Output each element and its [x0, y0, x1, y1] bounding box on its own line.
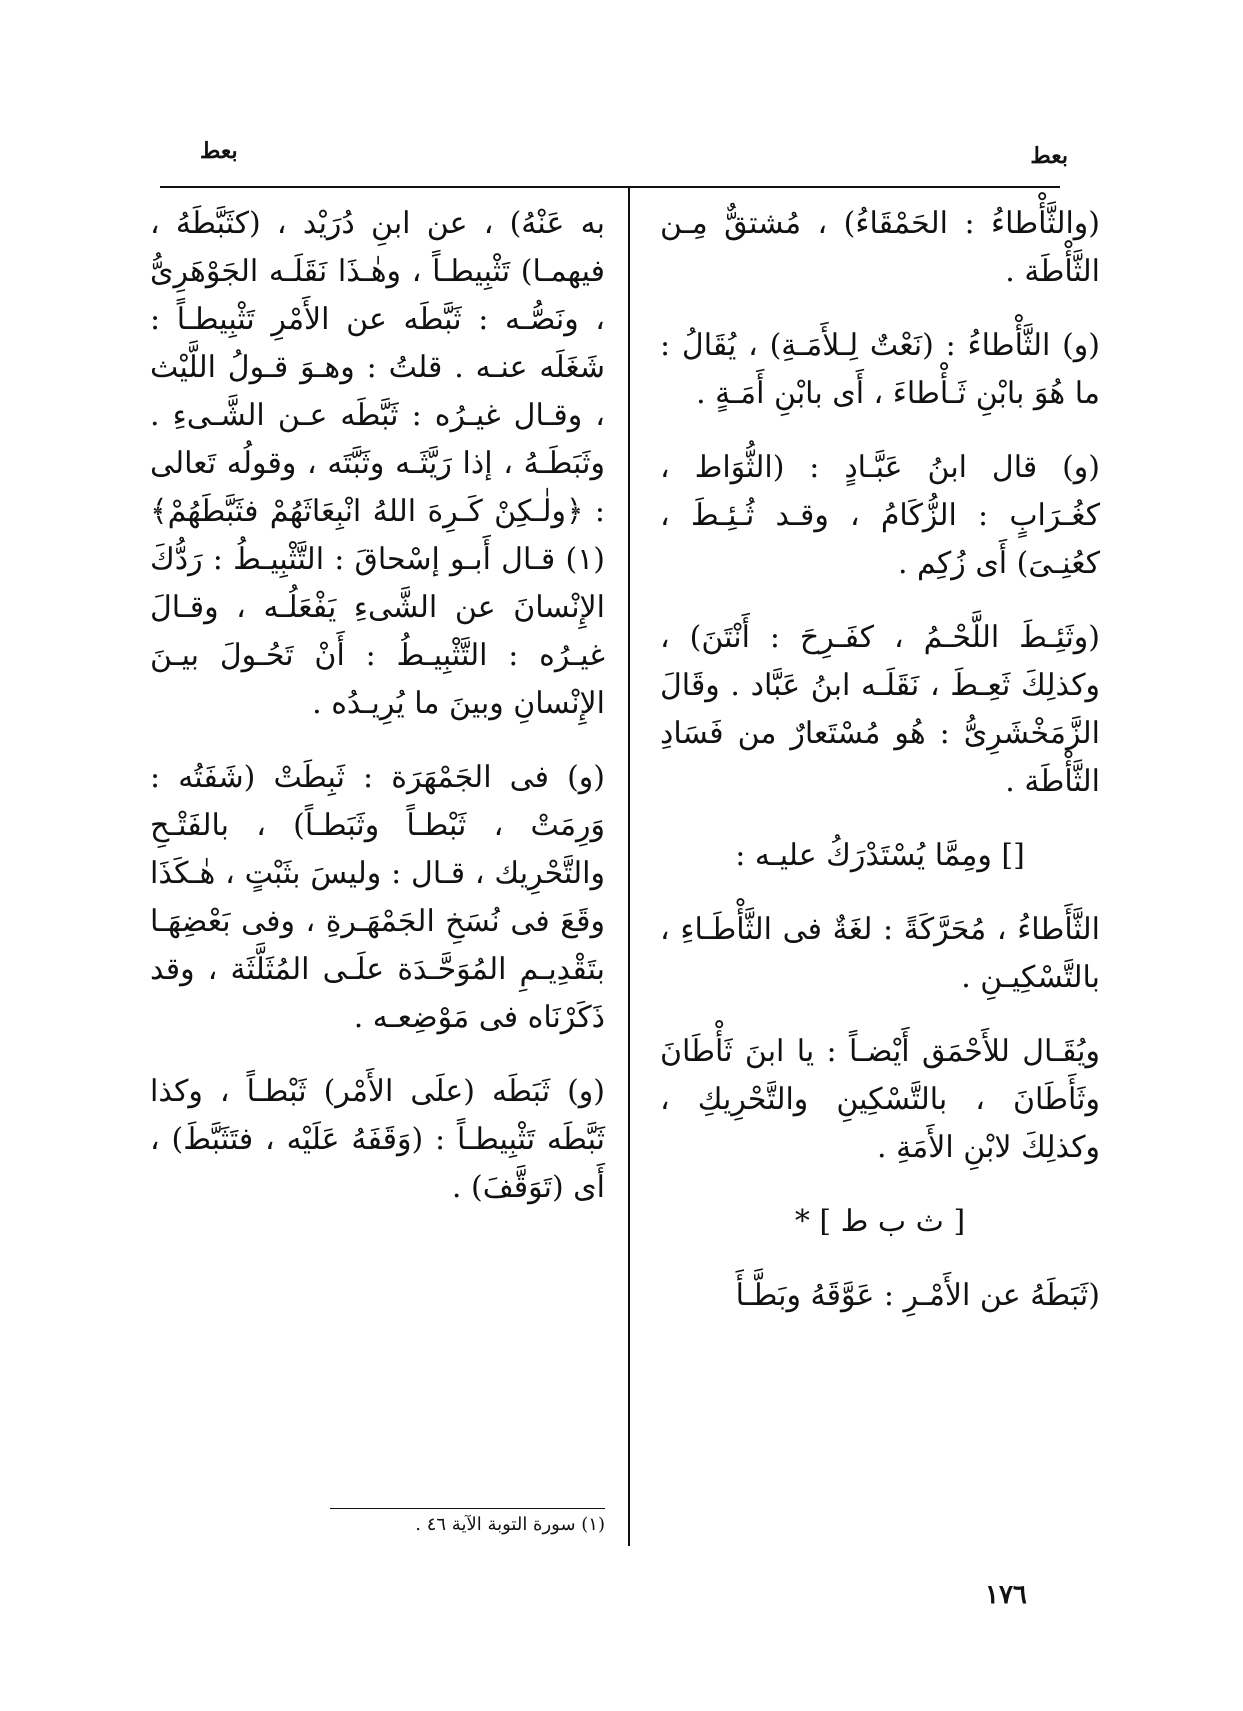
entry-paragraph: (وثَئِـطَ اللَّحْـمُ ، كفَـرِحَ : أَنْتَنَ) ، وكذلِكَ ثَعِـطَ ، نَقَلَـه ابنُ عَبَّاد . وقَالَ الزَّمَخْشَرِىُّ : هُو مُسْتَعارٌ من فَسَادِ الثَّأْطَة .	[660, 620, 1100, 799]
column-divider	[628, 188, 630, 1546]
left-column	[150, 200, 605, 1238]
footnote: (١) سورة التوبة الآية ٤٦ .	[415, 1514, 605, 1535]
entry-paragraph: (و) الثَّأْطاءُ : (نَعْتٌ لِـلأَمَـةِ) ، يُقَالُ : ما هُوَ بابْنِ ثَـأْطاءَ ، أَى بابْنِ أَمَـةٍ .	[660, 328, 1100, 411]
entry-paragraph: ويُقَـال للأَحْمَق أَيْضـاً : يا ابنَ ثَأْطَانَ وثَأَطَانَ ، بالتَّسْكِينِ والتَّحْرِيكِ ، وكذلِكَ لابْنِ الأَمَةِ .	[660, 1034, 1100, 1165]
root-heading: [ ث ب ط ] *	[794, 1204, 966, 1239]
entry-paragraph: الثَّأَطاءُ ، مُحَرَّكَةً : لغَةٌ فى الثَّأْطَـاءِ ، بالتَّسْكِيـنِ .	[660, 912, 1100, 995]
entry-paragraph: (و) قال ابنُ عَبَّـادٍ : (الثُّوَاط ، كغُـرَابٍ : الزُّكَامُ ، وقـد ثُـئِـطَ ، كعُنِـىَ) أَى زُكِم .	[660, 450, 1100, 581]
entry-paragraph: به عَنْهُ) ، عن ابنِ دُرَيْد ، (كثَبَّطَهُ ، فيهمـا) تَثْبِيطـاً ، وهٰـذَا نَقَلَـه الجَوْهَرِىُّ ، ونَصُّـه : ثَبَّطَه عن الأَمْرِ تَثْبِيطـاً : شَغَلَه عنـه . قلتُ : وهـوَ قـولُ اللَّيْث ، وقـال غيـرُه : ثَبَّطَه عـن الشَّـىءِ . وثَبَطَـهُ ، إذا رَيَّثَـه وثَبَّتَه ، وقولُه تَعالى : ﴿ولٰـكِنْ كَـرِهَ اللهُ انْبِعَاثَهُمْ فثَبَّطَهُمْ﴾ (١) قـال أَبـو إسْحاقَ : التَّثْبِيـطُ : رَدُّكَ الإِنْسانَ عن الشَّىءِ يَفْعَلُـه ، وقـالَ غيـرُه : التَّثْبِيـطُ : أَنْ تَحُـولَ بيـنَ الإِنْسانِ وبينَ ما يُرِيـدُه .	[150, 206, 605, 721]
right-column	[660, 200, 1100, 1346]
footnote-rule	[330, 1508, 605, 1509]
running-header-right: بعط	[1030, 143, 1068, 169]
addenda-heading: [] ومِمَّا يُسْتَدْرَكُ عليـه :	[735, 838, 1025, 873]
entry-paragraph: (والثَّأْطاءُ : الحَمْقَاءُ) ، مُشتقٌّ مِـن الثَّأْطَة .	[660, 206, 1100, 289]
header-rule	[160, 186, 1060, 188]
entry-paragraph: (ثَبَطَهُ عن الأَمْـرِ : عَوَّقَهُ وبَطَّـأَ	[735, 1278, 1100, 1313]
entry-paragraph: (و) فى الجَمْهَرَة : ثَبِطَتْ (شَفَتُه : وَرِمَتْ ، ثَبْطـاً وثَبَطـاً) ، بالفَتْـحِ والتَّحْرِيك ، قـال : وليسَ بثَبْتٍ ، هٰـكَذَا وقَعَ فى نُسَخِ الجَمْهَـرةِ ، وفى بَعْضِهَـا بتَقْدِيـمِ المُوَحَّـدَة علَـى المُثَلَّثَة ، وقد ذَكَرْنَاه فى مَوْضِعـه .	[150, 760, 605, 1035]
entry-paragraph: (و) ثَبَطَه (علَى الأَمْر) ثَبْطـاً ، وكذا ثَبَّطَه تَثْبِيطـاً : (وَقَفَهُ عَلَيْه ، فتَثَبَّطَ) ، أَى (تَوَقَّفَ) .	[150, 1074, 605, 1205]
page-number: ١٧٦	[985, 1580, 1027, 1610]
running-header-left: بعط	[200, 138, 238, 164]
